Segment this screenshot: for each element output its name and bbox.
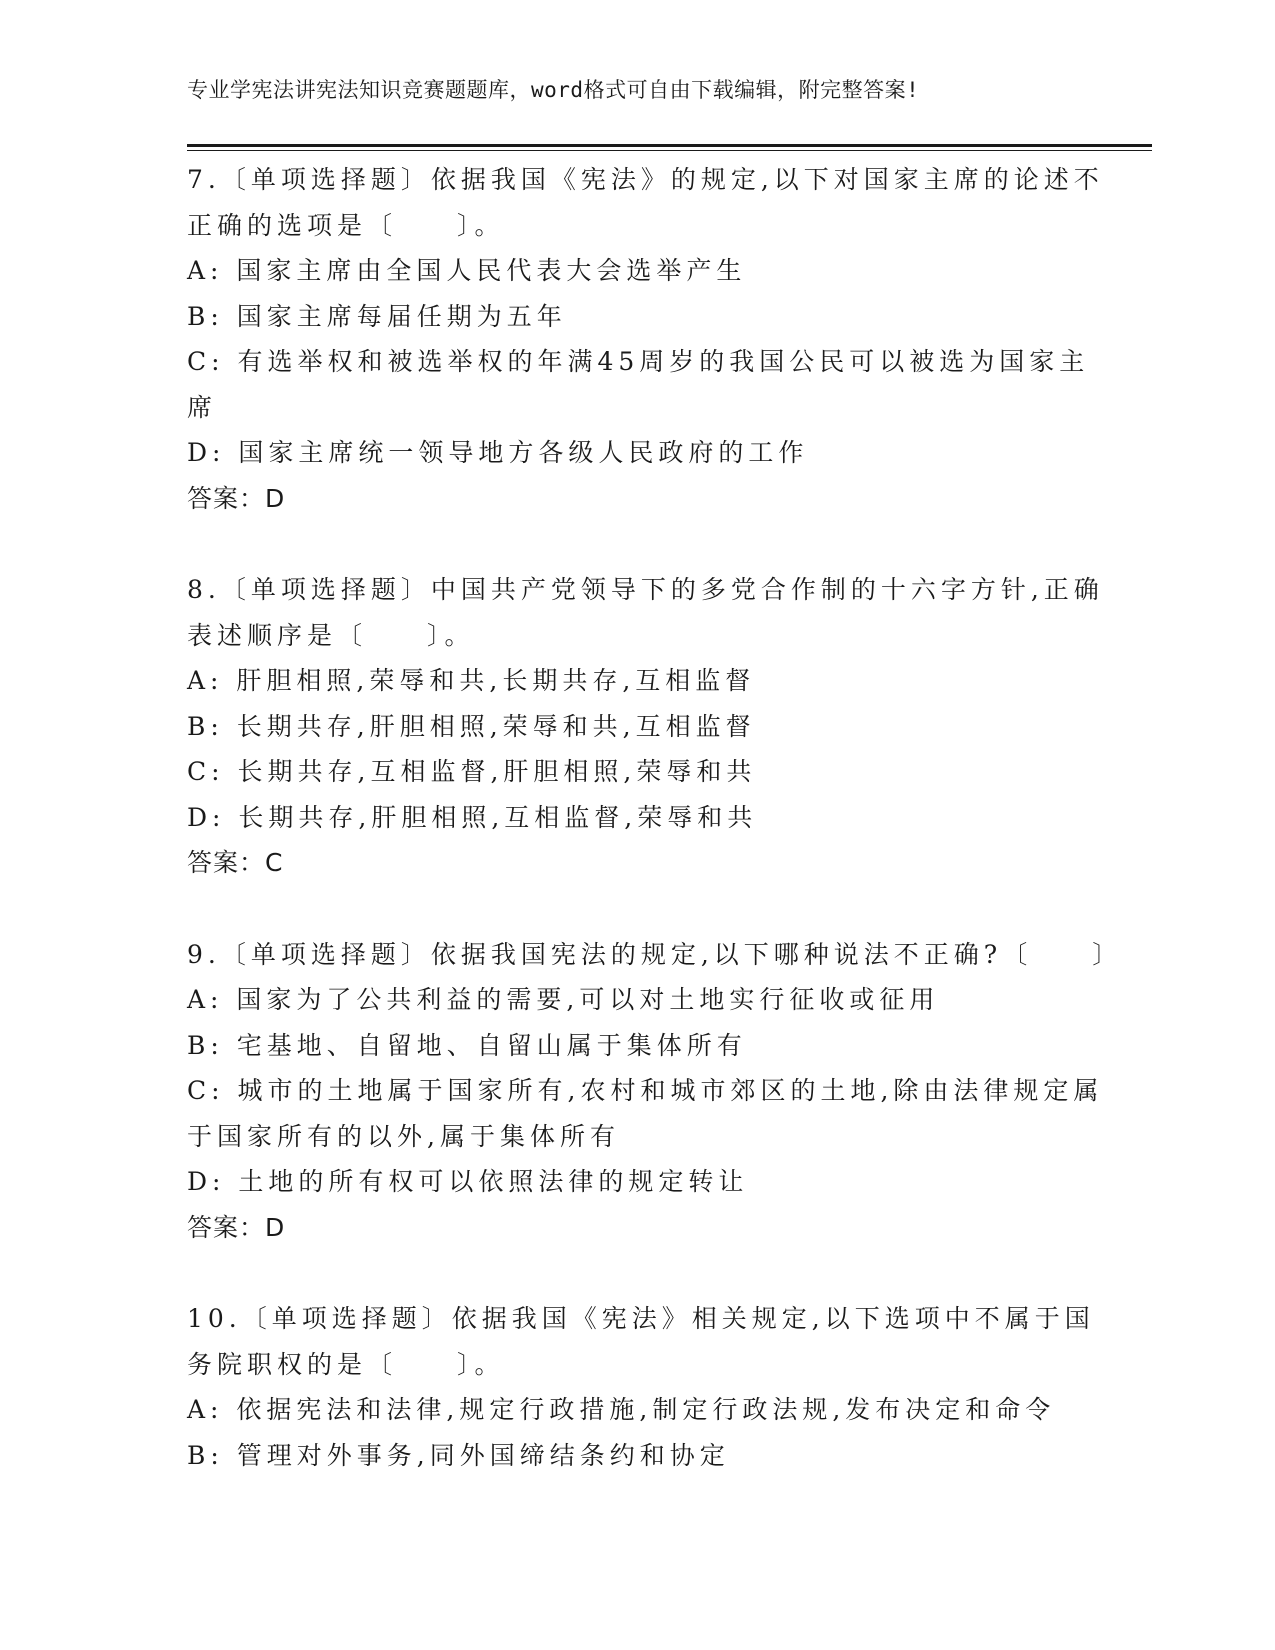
option-b: B: 长期共存,肝胆相照,荣辱和共,互相监督: [187, 711, 756, 741]
option-b: B: 国家主席每届任期为五年: [187, 301, 567, 331]
question-7: [187, 157, 1104, 521]
option-a: A: 国家为了公共利益的需要,可以对土地实行征收或征用: [187, 985, 940, 1014]
question-stem: 表述顺序是〔 〕。: [187, 620, 475, 650]
question-list: [187, 157, 1123, 1478]
question-stem: 务院职权的是〔 〕。: [187, 1349, 505, 1379]
header-rule-thick: [187, 144, 1152, 147]
option-d: D: 国家主席统一领导地方各级人民政府的工作: [187, 438, 809, 467]
option-c: C: 长期共存,互相监督,肝胆相照,荣辱和共: [187, 757, 757, 786]
option-c: C: 有选举权和被选举权的年满45周岁的我国公民可以被选为国家主: [187, 347, 1090, 376]
option-c: 席: [187, 392, 218, 422]
question-8: [187, 567, 1104, 886]
header-rule-thin: [187, 150, 1152, 151]
option-a: A: 肝胆相照,荣辱和共,长期共存,互相监督: [187, 666, 756, 695]
question-10: [187, 1296, 1095, 1478]
option-a: A: 依据宪法和法律,规定行政措施,制定行政法规,发布决定和命令: [187, 1395, 1056, 1424]
question-9: [187, 932, 1123, 1251]
question-stem: 正确的选项是〔 〕。: [187, 210, 505, 240]
answer-label: 答案：D: [187, 1212, 286, 1242]
answer-label: 答案：D: [187, 483, 286, 513]
option-a: A: 国家主席由全国人民代表大会选举产生: [187, 256, 747, 285]
header-note: 专业学宪法讲宪法知识竞赛题题库，word格式可自由下载编辑，附完整答案!: [187, 78, 920, 102]
option-d: D: 土地的所有权可以依照法律的规定转让: [187, 1167, 749, 1196]
option-b: B: 宅基地、自留地、自留山属于集体所有: [187, 1030, 747, 1060]
question-stem: 10.〔单项选择题〕依据我国《宪法》相关规定,以下选项中不属于国: [187, 1304, 1095, 1333]
question-stem: 8.〔单项选择题〕中国共产党领导下的多党合作制的十六字方针,正确: [187, 575, 1104, 604]
question-stem: 7.〔单项选择题〕依据我国《宪法》的规定,以下对国家主席的论述不: [187, 165, 1104, 194]
option-c: C: 城市的土地属于国家所有,农村和城市郊区的土地,除由法律规定属: [187, 1076, 1104, 1105]
option-c: 于国家所有的以外,属于集体所有: [187, 1121, 620, 1151]
answer-label: 答案：C: [187, 848, 284, 877]
option-b: B: 管理对外事务,同外国缔结条约和协定: [187, 1440, 730, 1470]
question-stem: 9.〔单项选择题〕依据我国宪法的规定,以下哪种说法不正确?〔 〕: [187, 939, 1123, 969]
option-d: D: 长期共存,肝胆相照,互相监督,荣辱和共: [187, 802, 758, 832]
